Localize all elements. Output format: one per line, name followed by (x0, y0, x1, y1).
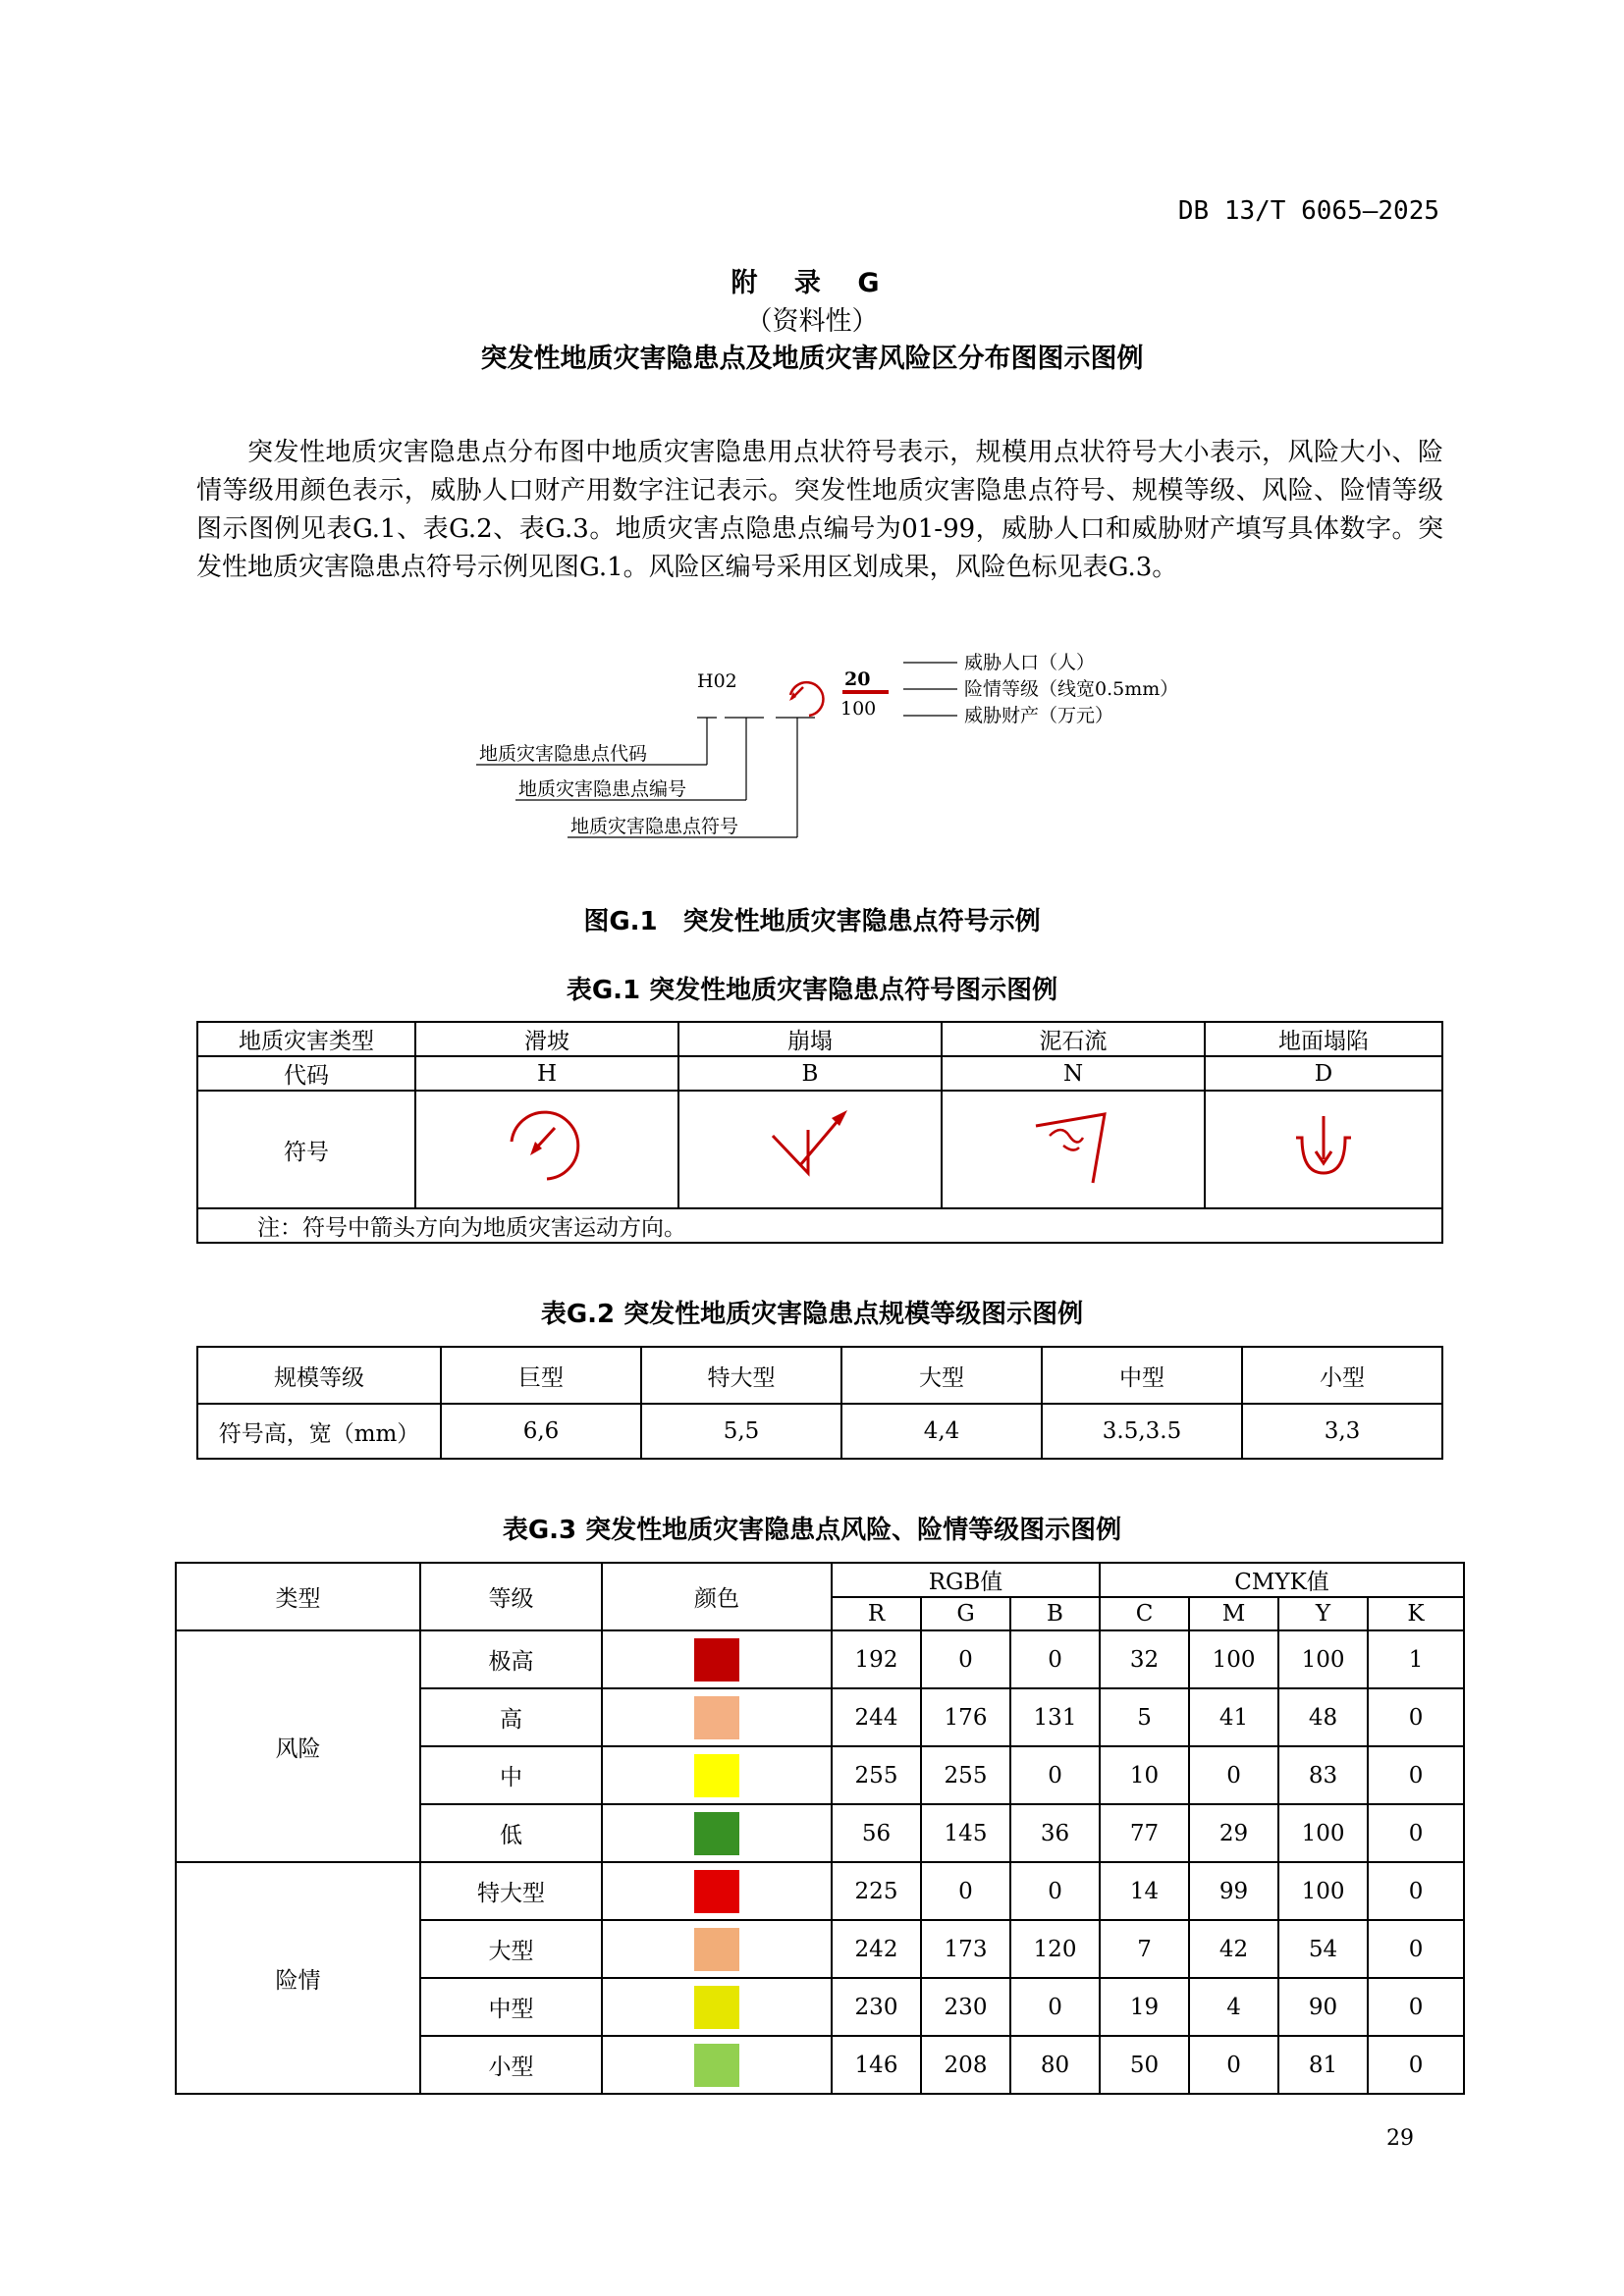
type-cell: 崩塌 (678, 1022, 942, 1056)
header-cell: 特大型 (641, 1347, 841, 1404)
color-cell (602, 1920, 832, 1978)
value-cell-m: 4 (1189, 1978, 1278, 2036)
appendix-nature: （资料性） (745, 306, 879, 337)
level-cell: 高 (420, 1688, 602, 1746)
table1-note: 注：符号中箭头方向为地质灾害运动方向。 (197, 1208, 1442, 1243)
value-cell-b: 80 (1010, 2036, 1100, 2094)
color-swatch (694, 2044, 739, 2087)
value-cell-r: 244 (832, 1688, 921, 1746)
header-cell: 巨型 (441, 1347, 641, 1404)
header-cell: 规模等级 (197, 1347, 441, 1404)
value-cell-y: 83 (1278, 1746, 1368, 1804)
header-k: K (1368, 1597, 1464, 1630)
intro-paragraph: 突发性地质灾害隐患点分布图中地质灾害隐患用点状符号表示，规模用点状符号大小表示，风险大小、险情等级用颜色表示，威胁人口财产用数字注记表示。突发性地质灾害隐患点符号、规模等级、风险、险情等级图示图例见表G.1、表G.2、表G.3。地质灾害点隐患点编号为01-99，威胁人口和威胁财产填写具体数字。突发性地质灾害隐患点符号示例见图G.1。风险区编号采用区划成果，风险色标见表G.3。 (196, 438, 1443, 582)
label-threat-property: 威胁财产（万元） (964, 705, 1114, 726)
code-cell: H (415, 1056, 678, 1091)
group-cell: 风险 (176, 1630, 420, 1862)
value-cell-b: 0 (1010, 1978, 1100, 2036)
color-swatch (694, 1754, 739, 1797)
code-cell: N (942, 1056, 1205, 1091)
table1-caption: 表G.1 突发性地质灾害隐患点符号图示图例 (566, 976, 1058, 1005)
level-cell: 极高 (420, 1630, 602, 1688)
value-cell-y: 100 (1278, 1630, 1368, 1688)
type-cell: 地面塌陷 (1205, 1022, 1442, 1056)
table-g1 (196, 1021, 1443, 1244)
value-cell-b: 0 (1010, 1746, 1100, 1804)
value-cell-b: 131 (1010, 1688, 1100, 1746)
landslide-symbol-icon (789, 682, 823, 716)
color-cell (602, 1978, 832, 2036)
value-cell-k: 0 (1368, 1920, 1464, 1978)
appendix-subtitle: 突发性地质灾害隐患点及地质灾害风险区分布图图示图例 (480, 344, 1144, 374)
value-cell-r: 56 (832, 1804, 921, 1862)
color-cell (602, 1862, 832, 1920)
header-level: 等级 (420, 1563, 602, 1630)
header-c: C (1100, 1597, 1189, 1630)
color-swatch (694, 1928, 739, 1971)
color-swatch (694, 1812, 739, 1855)
value-cell-g: 173 (921, 1920, 1010, 1978)
value-cell-r: 230 (832, 1978, 921, 2036)
symbol-cell (1205, 1091, 1442, 1208)
header-m: M (1189, 1597, 1278, 1630)
header-type: 类型 (176, 1563, 420, 1630)
value-cell-c: 77 (1100, 1804, 1189, 1862)
value-cell-c: 19 (1100, 1978, 1189, 2036)
value-cell-b: 120 (1010, 1920, 1100, 1978)
level-cell: 低 (420, 1804, 602, 1862)
value-cell-g: 176 (921, 1688, 1010, 1746)
value-cell-y: 90 (1278, 1978, 1368, 2036)
value-cell-g: 255 (921, 1746, 1010, 1804)
data-cell: 符号高，宽（mm） (197, 1404, 441, 1459)
table-row (176, 1630, 1464, 1688)
code-cell: D (1205, 1056, 1442, 1091)
value-cell-m: 99 (1189, 1862, 1278, 1920)
header-cell: 中型 (1042, 1347, 1242, 1404)
color-cell (602, 1630, 832, 1688)
table2-caption: 表G.2 突发性地质灾害隐患点规模等级图示图例 (540, 1300, 1084, 1329)
value-cell-r: 192 (832, 1630, 921, 1688)
group-cell: 险情 (176, 1862, 420, 2094)
landslide-symbol-icon (498, 1102, 596, 1191)
symbol-cell (678, 1091, 942, 1208)
value-cell-y: 100 (1278, 1862, 1368, 1920)
header-b: B (1010, 1597, 1100, 1630)
value-cell-c: 14 (1100, 1862, 1189, 1920)
header-cmyk: CMYK值 (1100, 1563, 1464, 1597)
number-top: 20 (844, 668, 871, 690)
ground-subsidence-symbol-icon (1274, 1102, 1373, 1191)
table-row (176, 1862, 1464, 1920)
symbol-cell (415, 1091, 678, 1208)
type-cell: 滑坡 (415, 1022, 678, 1056)
header-color: 颜色 (602, 1563, 832, 1630)
data-cell: 3.5,3.5 (1042, 1404, 1242, 1459)
value-cell-y: 48 (1278, 1688, 1368, 1746)
level-cell: 小型 (420, 2036, 602, 2094)
header-cell: 大型 (841, 1347, 1042, 1404)
color-cell (602, 1746, 832, 1804)
value-cell-c: 5 (1100, 1688, 1189, 1746)
label-threat-population: 威胁人口（人） (964, 652, 1096, 673)
symbol-cell (942, 1091, 1205, 1208)
value-cell-k: 0 (1368, 1862, 1464, 1920)
header-cell: 小型 (1242, 1347, 1442, 1404)
level-cell: 大型 (420, 1920, 602, 1978)
row-label-symbol: 符号 (197, 1091, 415, 1208)
header-r: R (832, 1597, 921, 1630)
value-cell-c: 10 (1100, 1746, 1189, 1804)
number-bottom: 100 (840, 698, 877, 720)
symbol-example-diagram (452, 643, 1198, 854)
value-cell-b: 0 (1010, 1630, 1100, 1688)
level-cell: 特大型 (420, 1862, 602, 1920)
value-cell-k: 0 (1368, 2036, 1464, 2094)
table-g2 (196, 1346, 1443, 1460)
type-cell: 泥石流 (942, 1022, 1205, 1056)
value-cell-r: 146 (832, 2036, 921, 2094)
header-y: Y (1278, 1597, 1368, 1630)
data-cell: 3,3 (1242, 1404, 1442, 1459)
value-cell-c: 7 (1100, 1920, 1189, 1978)
label-hazard-code: 地质灾害隐患点代码 (479, 743, 648, 765)
level-cell: 中型 (420, 1978, 602, 2036)
header-g: G (921, 1597, 1010, 1630)
table3-caption: 表G.3 突发性地质灾害隐患点风险、险情等级图示图例 (502, 1516, 1122, 1545)
code-label: H02 (697, 670, 737, 692)
value-cell-m: 100 (1189, 1630, 1278, 1688)
value-cell-m: 29 (1189, 1804, 1278, 1862)
header-rgb: RGB值 (832, 1563, 1100, 1597)
page-number: 29 (1386, 2126, 1414, 2151)
code-cell: B (678, 1056, 942, 1091)
value-cell-y: 54 (1278, 1920, 1368, 1978)
debris-flow-symbol-icon (1024, 1102, 1122, 1191)
value-cell-k: 0 (1368, 1978, 1464, 2036)
data-cell: 5,5 (641, 1404, 841, 1459)
value-cell-b: 36 (1010, 1804, 1100, 1862)
value-cell-g: 230 (921, 1978, 1010, 2036)
color-swatch (694, 1986, 739, 2029)
row-label-code: 代码 (197, 1056, 415, 1091)
data-cell: 6,6 (441, 1404, 641, 1459)
label-risk-level: 险情等级（线宽0.5mm） (964, 678, 1179, 700)
label-hazard-symbol: 地质灾害隐患点符号 (570, 816, 739, 837)
value-cell-k: 0 (1368, 1688, 1464, 1746)
value-cell-k: 1 (1368, 1630, 1464, 1688)
color-cell (602, 2036, 832, 2094)
table-g3 (175, 1562, 1465, 2095)
value-cell-m: 41 (1189, 1688, 1278, 1746)
value-cell-g: 145 (921, 1804, 1010, 1862)
value-cell-m: 0 (1189, 1746, 1278, 1804)
value-cell-y: 81 (1278, 2036, 1368, 2094)
label-hazard-number: 地质灾害隐患点编号 (518, 778, 687, 800)
color-swatch (694, 1638, 739, 1682)
value-cell-r: 242 (832, 1920, 921, 1978)
level-cell: 中 (420, 1746, 602, 1804)
value-cell-g: 0 (921, 1630, 1010, 1688)
color-swatch (694, 1870, 739, 1913)
value-cell-y: 100 (1278, 1804, 1368, 1862)
value-cell-k: 0 (1368, 1746, 1464, 1804)
collapse-symbol-icon (761, 1102, 859, 1191)
value-cell-r: 225 (832, 1862, 921, 1920)
color-swatch (694, 1696, 739, 1739)
appendix-title: 附 录 G (731, 268, 893, 298)
standard-number: DB 13/T 6065—2025 (1177, 196, 1439, 226)
value-cell-b: 0 (1010, 1862, 1100, 1920)
color-cell (602, 1688, 832, 1746)
value-cell-g: 0 (921, 1862, 1010, 1920)
value-cell-c: 32 (1100, 1630, 1189, 1688)
value-cell-m: 42 (1189, 1920, 1278, 1978)
value-cell-g: 208 (921, 2036, 1010, 2094)
figure-caption: 图G.1 突发性地质灾害隐患点符号示例 (583, 907, 1041, 936)
value-cell-r: 255 (832, 1746, 921, 1804)
row-label-type: 地质灾害类型 (197, 1022, 415, 1056)
data-cell: 4,4 (841, 1404, 1042, 1459)
value-cell-c: 50 (1100, 2036, 1189, 2094)
value-cell-m: 0 (1189, 2036, 1278, 2094)
color-cell (602, 1804, 832, 1862)
value-cell-k: 0 (1368, 1804, 1464, 1862)
